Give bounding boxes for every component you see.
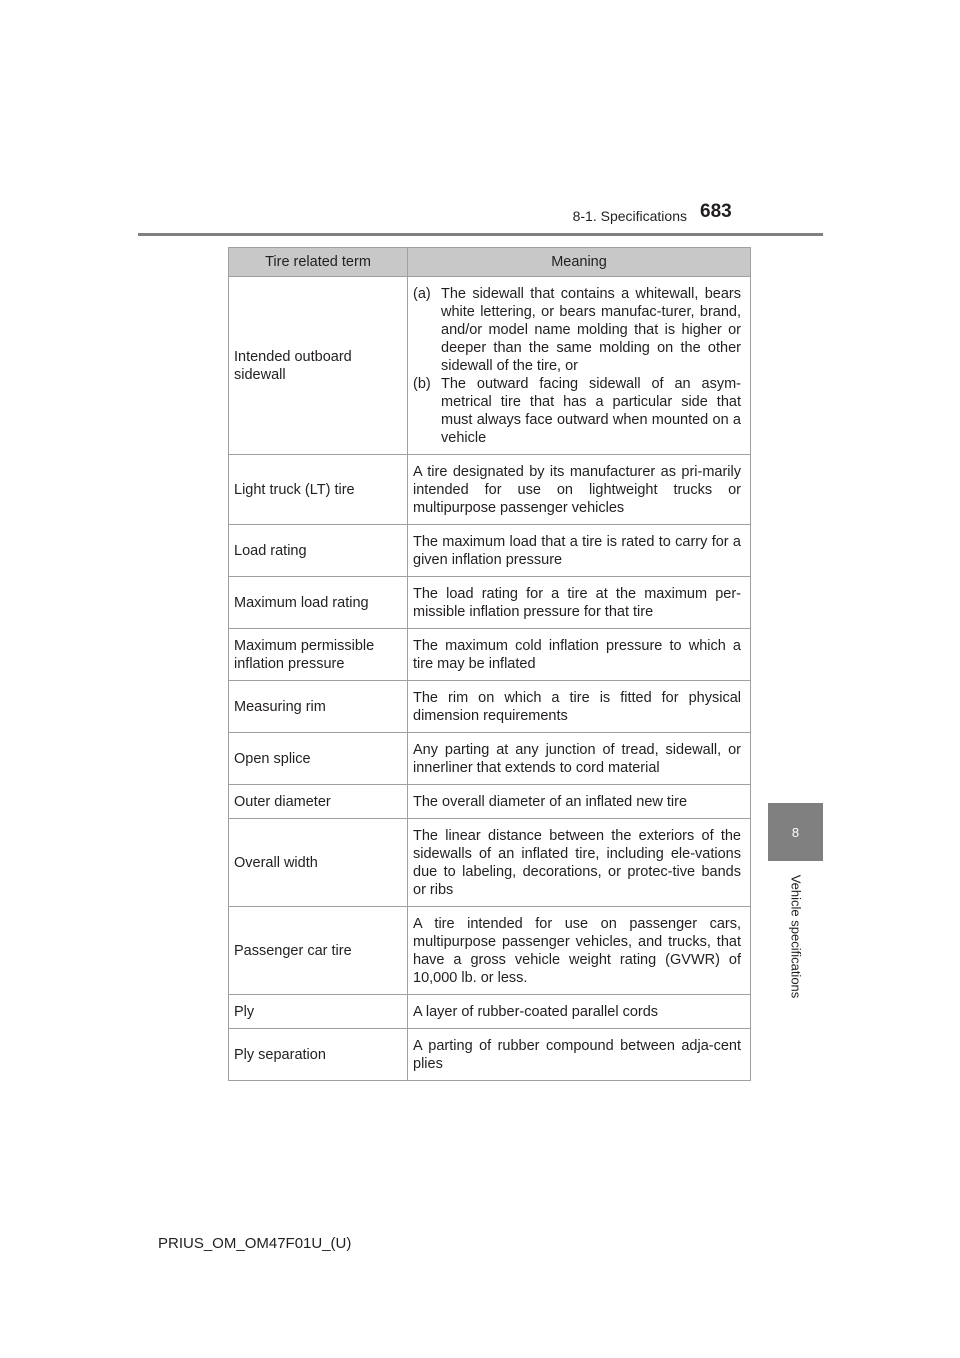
table-row (229, 1029, 751, 1081)
term-cell: Ply (229, 995, 408, 1029)
term-cell: Intended outboard sidewall (229, 277, 408, 455)
table-row (229, 681, 751, 733)
meaning-cell: Any parting at any junction of tread, sidewall, or innerliner that extends to cord material (408, 733, 751, 785)
column-header-term: Tire related term (229, 248, 408, 277)
section-label: 8-1. Specifications (572, 208, 687, 224)
table-row (229, 907, 751, 995)
meaning-cell: The maximum load that a tire is rated to carry for a given inflation pressure (408, 525, 751, 577)
term-cell: Passenger car tire (229, 907, 408, 995)
meaning-cell (408, 277, 751, 455)
term-cell: Outer diameter (229, 785, 408, 819)
chapter-title: Vehicle specifications (788, 874, 804, 998)
meaning-cell: The maximum cold inflation pressure to which a tire may be inflated (408, 629, 751, 681)
definition-marker: (a) (413, 286, 431, 302)
definition-item-a (413, 285, 741, 375)
term-cell: Overall width (229, 819, 408, 907)
term-cell: Load rating (229, 525, 408, 577)
table-header-row (229, 248, 751, 277)
chapter-number-tab (768, 803, 823, 861)
definition-text: The outward facing sidewall of an asym-metrical tire that has a particular side that must always face outward when mounted on a vehicle (441, 376, 741, 446)
table-row (229, 577, 751, 629)
chapter-number: 8 (791, 824, 800, 840)
definition-marker: (b) (413, 376, 431, 392)
table-row (229, 733, 751, 785)
table-row (229, 277, 751, 455)
table-row (229, 785, 751, 819)
term-cell: Maximum load rating (229, 577, 408, 629)
meaning-cell: A layer of rubber-coated parallel cords (408, 995, 751, 1029)
term-cell: Measuring rim (229, 681, 408, 733)
table-row (229, 455, 751, 525)
meaning-cell: The load rating for a tire at the maximum per-missible inflation pressure for that tire (408, 577, 751, 629)
definition-text: The sidewall that contains a whitewall, bears white lettering, or bears manufac-turer, brand, and/or model name molding that is higher or deeper than the same molding on the other sidewall of the tire, or (441, 286, 741, 374)
header-divider (138, 233, 823, 236)
meaning-cell: A tire designated by its manufacturer as pri-marily intended for use on lightweight trucks or multipurpose passenger vehicles (408, 455, 751, 525)
meaning-cell: The overall diameter of an inflated new tire (408, 785, 751, 819)
definition-item-b (413, 375, 741, 447)
meaning-cell: The linear distance between the exteriors of the sidewalls of an inflated tire, including ele-vations due to labeling, decorations, or protec-tive bands or ribs (408, 819, 751, 907)
meaning-cell: The rim on which a tire is fitted for physical dimension requirements (408, 681, 751, 733)
term-cell: Ply separation (229, 1029, 408, 1081)
tire-terms-table (228, 247, 751, 1081)
table-row (229, 525, 751, 577)
meaning-cell: A parting of rubber compound between adja-cent plies (408, 1029, 751, 1081)
document-code: PRIUS_OM_OM47F01U_(U) (158, 1235, 352, 1252)
page-number: 683 (700, 201, 732, 222)
meaning-cell: A tire intended for use on passenger cars, multipurpose passenger vehicles, and trucks, that have a gross vehicle weight rating (GVWR) of 10,000 lb. or less. (408, 907, 751, 995)
table-row (229, 629, 751, 681)
column-header-meaning: Meaning (408, 248, 751, 277)
chapter-title-tab (768, 861, 823, 1011)
term-cell: Light truck (LT) tire (229, 455, 408, 525)
term-cell: Open splice (229, 733, 408, 785)
term-cell: Maximum permissible inflation pressure (229, 629, 408, 681)
table-row (229, 995, 751, 1029)
table-row (229, 819, 751, 907)
